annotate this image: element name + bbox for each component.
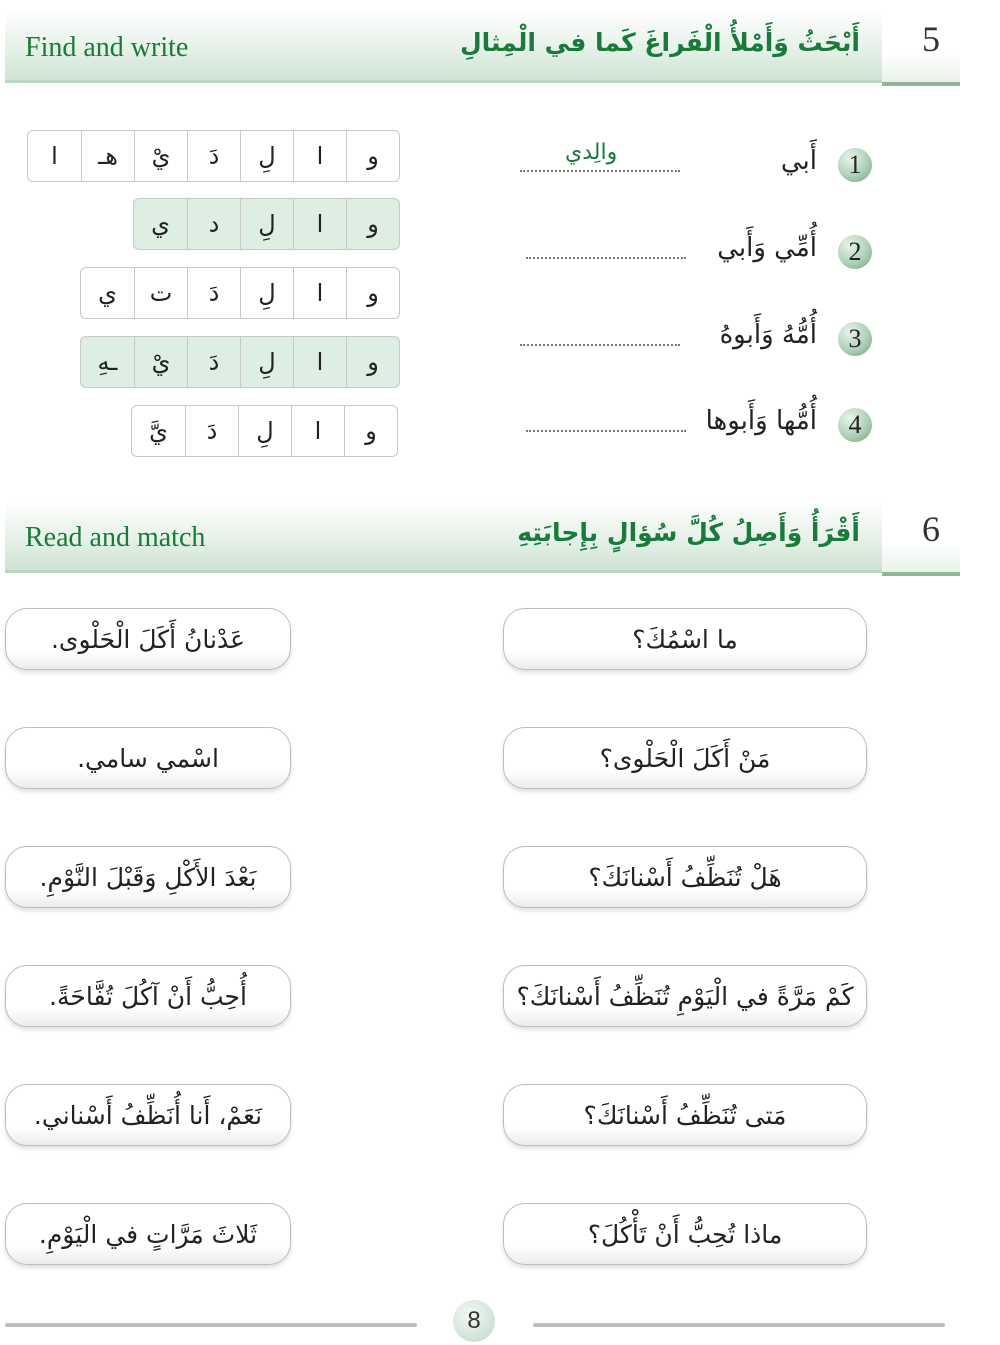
section-5-header bbox=[5, 10, 960, 80]
question-box-2[interactable]: مَنْ أَكَلَ الْحَلْوى؟ bbox=[503, 727, 867, 789]
question-box-5[interactable]: مَتى تُنَظِّفُ أَسْنانَكَ؟ bbox=[503, 1084, 867, 1146]
item-word: أُمُّها وَأَبوها bbox=[705, 406, 817, 436]
letter-cell: ا bbox=[293, 199, 346, 249]
letter-cell: و bbox=[344, 406, 397, 456]
letter-row-3 bbox=[80, 267, 400, 319]
answer-box-5[interactable]: نَعَمْ، أَنا أُنَظِّفُ أَسْناني. bbox=[5, 1084, 291, 1146]
letter-cell: ت bbox=[134, 268, 187, 318]
page-number: 8 bbox=[453, 1300, 495, 1342]
letter-cell: و bbox=[346, 337, 399, 387]
letter-cell: لِ bbox=[238, 406, 291, 456]
answer-box-1[interactable]: عَدْنانُ أَكَلَ الْحَلْوى. bbox=[5, 608, 291, 670]
answer-box-2[interactable]: اسْمي سامي. bbox=[5, 727, 291, 789]
letter-cell: دَ bbox=[187, 268, 240, 318]
letter-cell: ـهِ bbox=[97, 348, 118, 376]
item-word: أُمُّهُ وَأَبوهُ bbox=[719, 320, 817, 350]
item-number-badge: 3 bbox=[838, 322, 872, 356]
letter-row-2 bbox=[133, 198, 400, 250]
letter-cell: لِ bbox=[240, 268, 293, 318]
letter-cell: لِ bbox=[240, 131, 293, 181]
answer-box-3[interactable]: بَعْدَ الأَكْلِ وَقَبْلَ النَّوْمِ. bbox=[5, 846, 291, 908]
letter-cell: هـ bbox=[81, 131, 134, 181]
answer-blank[interactable] bbox=[520, 170, 680, 172]
letter-cell: د bbox=[187, 199, 240, 249]
letter-cell: يْ bbox=[134, 337, 187, 387]
item-word: أَبي bbox=[780, 146, 817, 176]
letter-cell: ا bbox=[293, 268, 346, 318]
section-title-ar: أَبْحَثُ وَأَمْلأُ الْفَراغَ كَما في الْمِثالِ bbox=[459, 28, 860, 57]
section-title-en: Find and write bbox=[25, 32, 189, 63]
letter-cell: ا bbox=[293, 131, 346, 181]
footer-divider-left bbox=[5, 1323, 417, 1327]
letter-cell: دَ bbox=[187, 337, 240, 387]
answer-blank[interactable] bbox=[526, 257, 686, 259]
section-number-tab bbox=[882, 500, 960, 576]
letter-cell: لِ bbox=[240, 337, 293, 387]
item-number-badge: 1 bbox=[838, 148, 872, 182]
letter-row-1 bbox=[27, 130, 400, 182]
section-number: 5 bbox=[922, 19, 940, 59]
section-6-header bbox=[5, 500, 960, 570]
section-title-en: Read and match bbox=[25, 522, 206, 553]
item-word: أُمِّي وَأَبي bbox=[717, 233, 817, 263]
find-write-item-1 bbox=[500, 140, 872, 190]
letter-cell: ي bbox=[98, 279, 117, 307]
letter-cell: لِ bbox=[240, 199, 293, 249]
item-number-badge: 2 bbox=[838, 235, 872, 269]
answer-blank[interactable] bbox=[520, 344, 680, 346]
letter-cell: و bbox=[346, 268, 399, 318]
letter-cell: و bbox=[346, 199, 399, 249]
item-number-badge: 4 bbox=[838, 408, 872, 442]
question-box-4[interactable]: كَمْ مَرَّةً في الْيَوْمِ تُنَظِّفُ أَسْنانَكَ؟ bbox=[503, 965, 867, 1027]
answer-box-4[interactable]: أُحِبُّ أَنْ آكُلَ تُفَّاحَةً. bbox=[5, 965, 291, 1027]
letter-cell: دَ bbox=[185, 406, 238, 456]
question-box-1[interactable]: ما اسْمُكَ؟ bbox=[503, 608, 867, 670]
letter-cell: ا bbox=[291, 406, 344, 456]
answer-blank[interactable] bbox=[526, 430, 686, 432]
section-title-ar: أَقْرَأُ وَأَصِلُ كُلَّ سُؤالٍ بِإِجابَتِهِ bbox=[517, 518, 860, 547]
question-box-6[interactable]: ماذا تُحِبُّ أَنْ تَأْكُلَ؟ bbox=[503, 1203, 867, 1265]
letter-cell: يَّ bbox=[149, 417, 168, 445]
find-write-item-2 bbox=[500, 227, 872, 277]
section-number-tab bbox=[882, 10, 960, 86]
answer-example: والِدي bbox=[565, 140, 618, 165]
letter-cell: ا bbox=[293, 337, 346, 387]
footer-divider-right bbox=[533, 1323, 945, 1327]
letter-cell: دَ bbox=[187, 131, 240, 181]
find-write-item-4 bbox=[500, 400, 872, 450]
letter-cell: ي bbox=[151, 210, 170, 238]
letter-cell: و bbox=[346, 131, 399, 181]
question-box-3[interactable]: هَلْ تُنَظِّفُ أَسْنانَكَ؟ bbox=[503, 846, 867, 908]
answer-box-6[interactable]: ثَلاثَ مَرَّاتٍ في الْيَوْمِ. bbox=[5, 1203, 291, 1265]
letter-row-4 bbox=[80, 336, 400, 388]
letter-cell: يْ bbox=[134, 131, 187, 181]
section-number: 6 bbox=[922, 509, 940, 549]
find-write-item-3 bbox=[500, 314, 872, 364]
letter-cell: ا bbox=[51, 142, 58, 170]
letter-row-5 bbox=[131, 405, 398, 457]
